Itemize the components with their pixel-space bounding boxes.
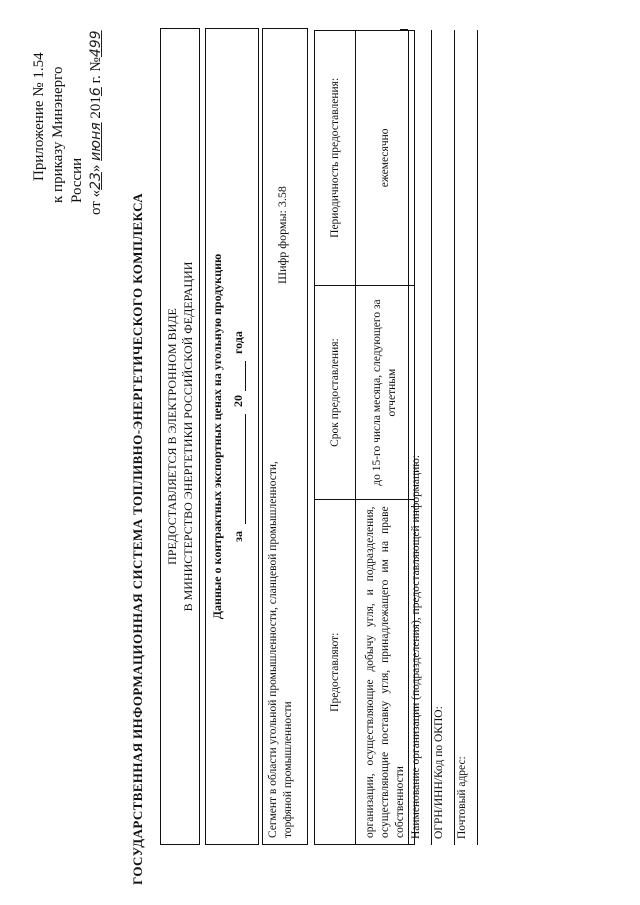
segment-box — [262, 28, 308, 845]
appendix-header — [30, 25, 106, 215]
handwritten-order-number: 499 — [88, 30, 104, 58]
report-title-box — [205, 28, 259, 845]
header-deadline: Срок предоставления: — [315, 285, 356, 500]
submission-table-header — [315, 31, 356, 845]
submission-table-row — [356, 31, 415, 845]
form-code: Шифр формы: 3.58 — [275, 186, 289, 284]
header-frequency: Периодичность предоставления: — [315, 31, 356, 286]
report-title: Данные о контрактных экспортных ценах на угольную продукцию — [210, 253, 224, 620]
deadline-cell: до 15-го числа месяца, следующего за отчетным — [356, 285, 415, 500]
submission-notice-box — [160, 28, 200, 845]
appendix-number: Приложение № 1.54 — [31, 52, 47, 181]
year-blank-field — [233, 361, 246, 391]
appendix-order-date: от «23» июня 2016 г. №499 — [88, 30, 104, 215]
submission-table — [314, 30, 415, 845]
submission-notice-line2: В МИНИСТЕРСТВО ЭНЕРГЕТИКИ РОССИЙСКОЙ ФЕДЕРАЦИИ — [181, 261, 195, 612]
handwritten-year-digit: 6 — [88, 87, 104, 97]
submitters-cell: организации, осуществляющие добычу угля, и подразделения, осуществляющие поставку угля, принадлежащего им на праве собственности — [356, 500, 415, 845]
period-blank-field — [233, 414, 246, 524]
registration-codes-line: ОГРН/ИНН/Код по ОКПО: — [431, 30, 454, 845]
report-period: за 20 года — [231, 331, 245, 542]
segment-text: Сегмент в области угольной промышленности, сланцевой промышленности, торфяной промышленности — [267, 461, 294, 838]
info-divider-left — [400, 844, 408, 845]
info-divider-right — [400, 29, 408, 30]
main-title: ГОСУДАРСТВЕННАЯ ИНФОРМАЦИОННАЯ СИСТЕМА ТОПЛИВНО-ЭНЕРГЕТИЧЕСКОГО КОМПЛЕКСА — [130, 193, 145, 885]
submission-notice-line1: ПРЕДОСТАВЛЯЕТСЯ В ЭЛЕКТРОННОМ ВИДЕ — [165, 308, 179, 565]
header-submitters: Предоставляют: — [315, 500, 356, 845]
organization-name-line: Наименование организации (подразделения), предоставляющей информацию: — [408, 30, 431, 845]
postal-address-line: Почтовый адрес: — [454, 30, 478, 845]
appendix-order-ref: к приказу Минэнерго России — [50, 66, 85, 203]
handwritten-month: июня — [88, 122, 104, 161]
organization-info — [408, 30, 478, 845]
frequency-cell: ежемесячно — [356, 31, 415, 286]
handwritten-day: 23 — [88, 172, 104, 190]
